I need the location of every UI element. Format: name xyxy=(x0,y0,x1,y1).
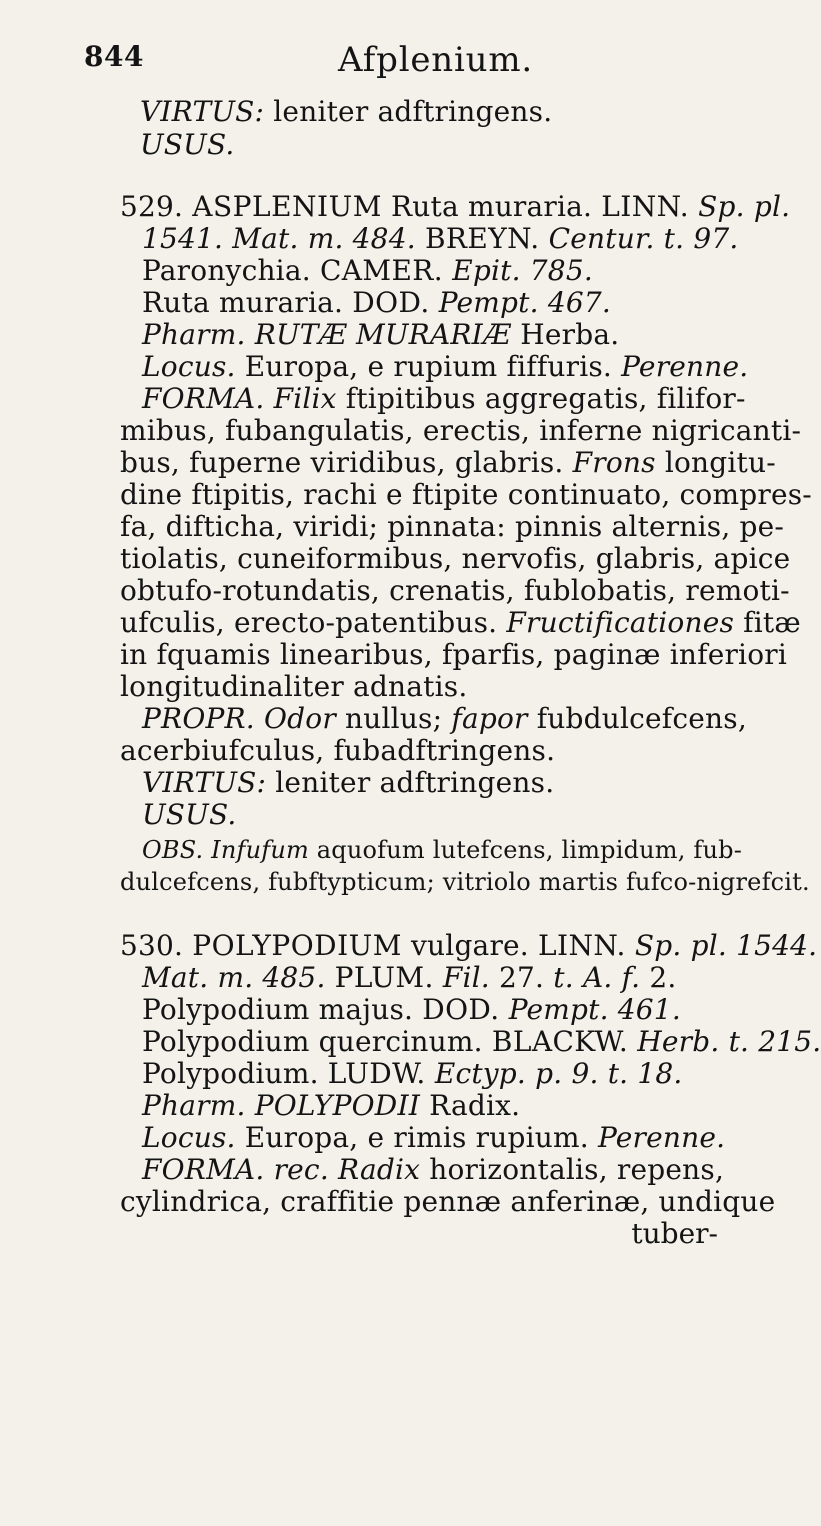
entry-number: 530. xyxy=(120,929,184,962)
entry-530-ref-4: Polypodium quercinum. BLACKW. Herb. t. 215. xyxy=(142,1025,821,1058)
entry-529-forma-4: dine ftipitis, rachi e ftipite continuato, compres- xyxy=(120,478,812,511)
page-header xyxy=(84,40,724,96)
sp-label: Sp. xyxy=(698,190,745,223)
entry-529-forma-8: ufculis, erecto-patentibus. Fructificationes fitæ xyxy=(120,606,801,639)
entry-529-forma: FORMA. Filix ftipitibus aggregatis, filifor- xyxy=(142,382,746,415)
entry-529-heading xyxy=(120,190,791,223)
entry-530-heading: 530. POLYPODIUM vulgare. LINN. Sp. pl. 1544. xyxy=(120,929,818,962)
virtus-label: VIRTUS: xyxy=(140,95,265,128)
catchword: tuber- xyxy=(631,1217,718,1250)
entry-530-forma-2: cylindrica, craffitie pennæ anferinæ, undique xyxy=(120,1185,776,1218)
entry-number: 529. xyxy=(120,190,184,223)
entry-529-forma-2: mibus, fubangulatis, erectis, inferne nigricanti- xyxy=(120,414,802,447)
entry-530-locus: Locus. Europa, e rimis rupium. Perenne. xyxy=(142,1121,726,1154)
virtus-line-top xyxy=(140,95,553,128)
entry-529-forma-10: longitudinaliter adnatis. xyxy=(120,670,468,703)
usus-label: USUS. xyxy=(140,128,235,161)
entry-529-ref-4: Ruta muraria. DOD. Pempt. 467. xyxy=(142,286,611,319)
author-linn: LINN. xyxy=(601,190,690,223)
entry-530-ref-5: Polypodium. LUDW. Ectyp. p. 9. t. 18. xyxy=(142,1057,683,1090)
entry-529-forma-9: in fquamis linearibus, fparfis, paginæ inferiori xyxy=(120,638,788,671)
entry-529-forma-7: obtufo-rotundatis, crenatis, fublobatis, remoti- xyxy=(120,574,790,607)
entry-genus: ASPLENIUM xyxy=(192,190,382,223)
entry-529-ref-3: Paronychia. CAMER. Epit. 785. xyxy=(142,254,593,287)
entry-530-forma: FORMA. rec. Radix horizontalis, repens, xyxy=(142,1153,725,1186)
entry-species: Ruta muraria. xyxy=(390,190,593,223)
usus-line-top xyxy=(140,128,235,161)
entry-species: vulgare. xyxy=(411,929,529,962)
entry-529-forma-3: bus, fuperne viridibus, glabris. Frons longitu- xyxy=(120,446,776,479)
entry-530-ref-3: Polypodium majus. DOD. Pempt. 461. xyxy=(142,993,681,1026)
entry-530-ref-2: Mat. m. 485. PLUM. Fil. 27. t. A. f. 2. xyxy=(142,961,677,994)
author-linn: LINN. xyxy=(538,929,626,962)
entry-529-forma-5: fa, difticha, viridi; pinnata: pinnis alternis, pe- xyxy=(120,510,785,543)
entry-genus: POLYPODIUM xyxy=(192,929,402,962)
page-number: 844 xyxy=(84,40,144,73)
entry-529-locus: Locus. Europa, e rupium fiffuris. Perenne. xyxy=(142,350,749,383)
entry-529-obs-2: dulcefcens, fubftypticum; vitriolo martis fufco-nigrefcit. xyxy=(120,868,810,896)
entry-529-propr: PROPR. Odor nullus; fapor fubdulcefcens, xyxy=(142,702,747,735)
entry-530-pharm: Pharm. POLYPODII Radix. xyxy=(142,1089,521,1122)
entry-529-ref-2: 1541. Mat. m. 484. BREYN. Centur. t. 97. xyxy=(142,222,739,255)
entry-529-virtus: VIRTUS: leniter adftringens. xyxy=(142,766,555,799)
entry-529-obs: OBS. Infufum aquofum lutefcens, limpidum, fub- xyxy=(142,836,743,864)
entry-529-usus: USUS. xyxy=(142,798,237,831)
entry-529-forma-6: tiolatis, cuneiformibus, nervofis, glabris, apice xyxy=(120,542,791,575)
virtus-text: leniter adftringens. xyxy=(273,95,553,128)
running-title: Afplenium. xyxy=(338,40,534,80)
entry-529-propr-2: acerbiufculus, fubadftringens. xyxy=(120,734,556,767)
entry-529-pharm: Pharm. RUTÆ MURARIÆ Herba. xyxy=(142,318,620,351)
pl-label: pl. xyxy=(753,190,791,223)
